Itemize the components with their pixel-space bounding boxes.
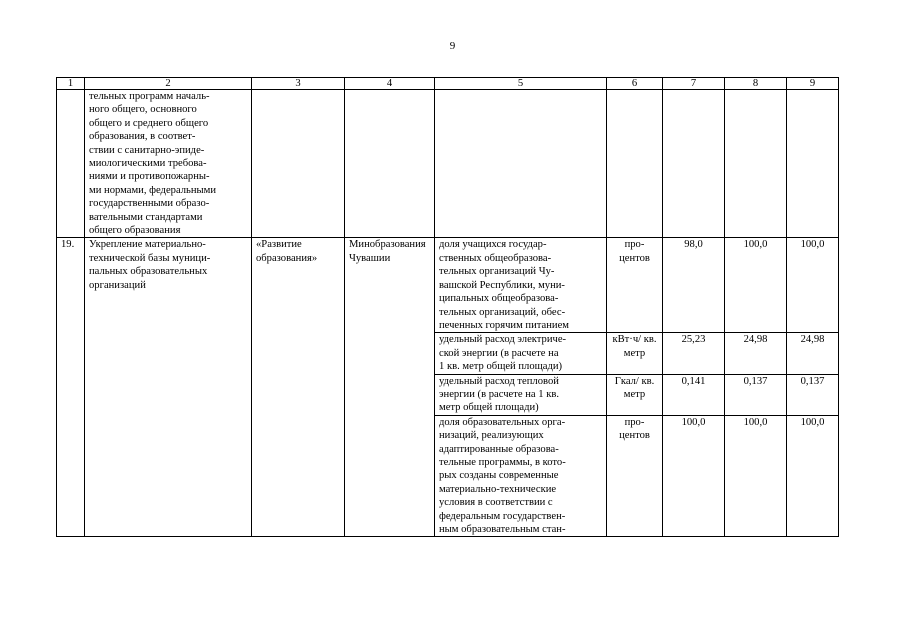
value-col-9: 100,0 [787,415,839,537]
value-col-8: 100,0 [725,238,787,333]
text-line: ствии с санитарно-эпиде- [89,144,205,156]
text-line: общего и среднего общего [89,117,209,129]
value-col-9: 24,98 [787,333,839,374]
value-col-7: 25,23 [663,333,725,374]
table-header-row [57,78,839,90]
text-line: ным образовательным стан- [439,524,566,535]
header-col-6: 6 [607,78,663,90]
table-row-continuation [57,90,839,238]
cell-activity-text [85,90,252,238]
text-line: метр общей площади) [439,402,539,414]
executor-name: Минобразования Чувашии [345,238,435,537]
text-line: ми нормами, федеральными [89,184,217,196]
text-line: тельные программы, в кото- [439,456,566,468]
text-line: 1 кв. метр общей площади) [439,361,563,373]
text-line: технической базы муници- [89,252,211,264]
value-col-9: 0,137 [787,374,839,415]
activity-name [85,238,252,537]
value-col-8: 100,0 [725,415,787,537]
header-col-5: 5 [435,78,607,90]
value-col-8: 24,98 [725,333,787,374]
text-line: печенных горячим питанием [439,319,569,331]
text-line: тельных программ началь- [89,91,210,102]
text-line: вашской Республики, муни- [439,279,565,291]
text-line: федеральным государствен- [439,510,566,522]
indicator-text [435,374,607,415]
text-line: материально-технические [439,483,557,495]
text-line: удельный расход тепловой [439,375,559,387]
text-line: ственных общеобразова- [439,252,552,264]
text-line: образования, в соответ- [89,131,196,143]
indicators-table [56,77,839,537]
text-line: общего образования [89,225,181,237]
unit-cell: про-центов [607,415,663,537]
text-line: рых созданы современные [439,470,559,482]
text-line: пальных образовательных [89,266,208,278]
text-line: доля образовательных орга- [439,416,566,428]
cell-executor [345,90,435,238]
text-line: ципальных общеобразова- [439,293,559,305]
text-line: миологическими требова- [89,158,207,170]
text-line: тельных организаций, обес- [439,306,566,318]
cell-unit [607,90,663,238]
text-line: низаций, реализующих [439,430,544,442]
program-name: «Развитие образования» [252,238,345,537]
header-col-3: 3 [252,78,345,90]
page-number: 9 [449,40,456,52]
value-col-9: 100,0 [787,238,839,333]
text-line: удельный расход электриче- [439,334,567,346]
header-col-7: 7 [663,78,725,90]
text-line: доля учащихся государ- [439,239,547,251]
text-line: Укрепление материально- [89,239,206,251]
cell-v9 [787,90,839,238]
unit-cell: про-центов [607,238,663,333]
indicator-text [435,333,607,374]
text-line: организаций [89,279,146,291]
header-col-2: 2 [85,78,252,90]
cell-v8 [725,90,787,238]
text-line: ниями и противопожарны- [89,171,210,183]
cell-indicator [435,90,607,238]
text-line: условия в соответствии с [439,497,553,509]
row-number: 19. [57,238,85,537]
text-line: вательными стандартами [89,211,203,223]
value-col-8: 0,137 [725,374,787,415]
text-line: государственными образо- [89,198,210,210]
cell-num [57,90,85,238]
header-col-1: 1 [57,78,85,90]
unit-cell: кВт·ч/ кв. метр [607,333,663,374]
text-line: ного общего, основного [89,104,197,116]
text-line: энергии (в расчете на 1 кв. [439,388,559,400]
header-col-9: 9 [787,78,839,90]
header-col-8: 8 [725,78,787,90]
text-line: ской энергии (в расчете на [439,347,559,359]
text-line: адаптированные образова- [439,443,559,455]
cell-v7 [663,90,725,238]
value-col-7: 100,0 [663,415,725,537]
indicator-text [435,415,607,537]
indicator-text [435,238,607,333]
value-col-7: 0,141 [663,374,725,415]
cell-program [252,90,345,238]
text-line: тельных организаций Чу- [439,266,555,278]
value-col-7: 98,0 [663,238,725,333]
table-row-19-indicator-1 [57,238,839,333]
header-col-4: 4 [345,78,435,90]
unit-cell: Гкал/ кв. метр [607,374,663,415]
